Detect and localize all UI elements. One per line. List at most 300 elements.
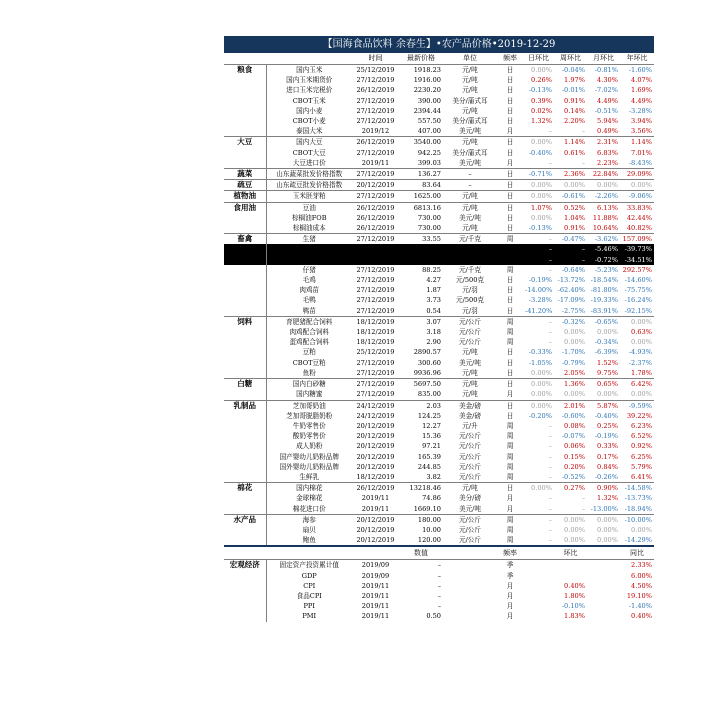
value-cell: 26/12/2019 [356, 213, 395, 222]
value-cell: 0.15% [564, 452, 585, 461]
value-cell: 42.44% [626, 213, 652, 222]
category-cell [224, 213, 266, 223]
value-cell [443, 244, 497, 254]
item-name-cell: CBOT小麦 [292, 117, 326, 126]
column-header [266, 53, 352, 65]
table-row [224, 126, 654, 137]
value-cell: 15.36 [422, 432, 441, 441]
value-cell: -13.00% [590, 504, 618, 513]
value-cell [399, 255, 443, 265]
value-cell: -2.37% [628, 358, 652, 367]
column-header: 数值 [399, 546, 443, 560]
value-cell: 日 [506, 148, 514, 157]
value-cell: 0.65% [587, 379, 620, 390]
column-header: 周环比 [554, 53, 587, 65]
column-header: 同比 [620, 546, 654, 560]
value-cell: 2019/11 [361, 158, 390, 167]
item-name-cell: 棉花进口价 [292, 504, 326, 513]
value-cell: -9.06% [620, 191, 654, 202]
value-cell: – [523, 244, 554, 254]
value-cell: 3.94% [631, 117, 652, 126]
value-cell [443, 571, 497, 581]
category-cell [224, 126, 266, 137]
item-name-cell: 金球棉花 [296, 494, 323, 503]
category-cell [224, 327, 266, 337]
value-cell: -3.28% [628, 106, 652, 115]
table-row [224, 462, 654, 472]
value-cell: 83.64 [399, 180, 443, 191]
value-cell: -0.65% [587, 316, 620, 327]
value-cell: 13218.46 [399, 483, 443, 494]
item-name-cell: 牛奶零售价 [292, 421, 326, 430]
table-row [224, 191, 654, 202]
category-cell [224, 295, 266, 305]
value-cell: 元/吨 [443, 379, 497, 390]
value-cell: 2019/12 [361, 127, 390, 136]
value-cell: 27/12/2019 [352, 379, 399, 390]
value-cell: 27/12/2019 [356, 390, 395, 399]
value-cell: 季 [506, 571, 514, 580]
table-row [224, 223, 654, 234]
value-cell: – [437, 571, 441, 580]
table-row [224, 306, 654, 317]
value-cell: -3.28% [528, 296, 552, 305]
value-cell: 元/公斤 [458, 472, 481, 481]
value-cell: 日 [497, 169, 523, 180]
value-cell: 12.27 [422, 421, 441, 430]
table-row [224, 244, 654, 254]
value-cell: 27/12/2019 [356, 368, 395, 377]
item-name-cell: 国外婴幼儿奶粉品牌 [279, 462, 339, 471]
value-cell: 0.00% [531, 390, 552, 399]
value-cell: -16.24% [624, 296, 652, 305]
value-cell: 月 [506, 127, 514, 136]
value-cell: 20/12/2019 [352, 180, 399, 191]
value-cell: 20/12/2019 [356, 421, 395, 430]
value-cell: 6.00% [631, 571, 652, 580]
value-cell: – [554, 255, 587, 265]
item-name-cell: 大豆进口价 [292, 158, 326, 167]
item-name-cell: 鲍鱼 [302, 536, 316, 545]
value-cell: 2.05% [564, 368, 585, 377]
value-cell: 9936.96 [413, 368, 441, 377]
value-cell: -0.40% [528, 148, 552, 157]
value-cell: 元/公斤 [458, 432, 481, 441]
category-cell [224, 581, 266, 591]
value-cell: 20/12/2019 [356, 442, 395, 451]
value-cell: 周 [506, 421, 514, 430]
value-cell: -14.00% [525, 286, 553, 295]
column-header [443, 546, 497, 560]
value-cell: 月 [506, 504, 514, 513]
item-name-cell: 山东蔬菜批发价格指数 [266, 169, 352, 180]
value-cell: 日 [506, 358, 514, 367]
category-cell: 蔬菜 [224, 169, 266, 180]
category-cell [224, 244, 266, 254]
table-row [224, 213, 654, 223]
value-cell [443, 601, 497, 611]
value-cell: -19.33% [590, 296, 618, 305]
table-row [224, 180, 654, 191]
value-cell: 33.55 [399, 234, 443, 245]
value-cell: 元/吨 [462, 224, 478, 233]
value-cell: 11.88% [592, 213, 618, 222]
value-cell: 2.90 [426, 338, 441, 347]
value-cell: – [548, 525, 552, 534]
value-cell: -0.40% [594, 411, 618, 420]
value-cell: 美分/蒲式耳 [452, 96, 488, 105]
item-name-cell: 扇贝 [302, 525, 316, 534]
value-cell [554, 560, 587, 571]
column-header [352, 546, 399, 560]
table-row [224, 255, 654, 265]
value-cell: -10.00% [620, 514, 654, 525]
value-cell: 0.25% [597, 421, 618, 430]
value-cell: 0.00% [620, 180, 654, 191]
value-cell: 0.00% [597, 390, 618, 399]
value-cell: -75.75% [624, 286, 652, 295]
value-cell: 0.26% [531, 76, 552, 85]
value-cell: – [548, 504, 552, 513]
value-cell: 日 [497, 137, 523, 148]
value-cell: -18.54% [590, 276, 618, 285]
value-cell: 18/12/2019 [356, 338, 395, 347]
value-cell: -0.52% [561, 472, 585, 481]
value-cell: 1.04% [564, 213, 585, 222]
value-cell [497, 255, 523, 265]
category-cell [224, 411, 266, 421]
value-cell: 27/12/2019 [356, 276, 395, 285]
value-cell: 0.00% [631, 338, 652, 347]
category-cell: 水产品 [224, 514, 266, 525]
table-row [224, 431, 654, 441]
value-cell: 0.00% [531, 66, 552, 74]
value-cell: 18/12/2019 [352, 316, 399, 327]
value-cell: 26/12/2019 [356, 224, 395, 233]
item-name-cell: 肉鸡配合饲料 [289, 328, 330, 337]
value-cell: – [523, 316, 554, 327]
value-cell: 元/公斤 [458, 462, 481, 471]
macro-row [224, 601, 654, 611]
category-cell: 畜禽 [224, 234, 266, 245]
value-cell: – [523, 255, 554, 265]
value-cell: -0.47% [554, 234, 587, 245]
category-cell: 棉花 [224, 483, 266, 494]
value-cell: 元/吨 [462, 348, 478, 357]
value-cell: -3.62% [587, 234, 620, 245]
value-cell: – [548, 462, 552, 471]
value-cell: 月 [506, 591, 514, 600]
value-cell: 2019/09 [361, 571, 390, 580]
value-cell: 0.50 [426, 612, 441, 621]
item-name-cell: 毛鸭 [302, 296, 316, 305]
value-cell: 0.00% [531, 213, 552, 222]
value-cell: 美分/蒲式耳 [452, 148, 488, 157]
value-cell: 3.56% [631, 127, 652, 136]
value-cell: 日 [506, 296, 514, 305]
category-cell [224, 441, 266, 451]
item-name-cell: 国内棉花 [266, 483, 352, 494]
value-cell: 39.22% [626, 411, 652, 420]
value-cell: 元/公斤 [458, 536, 481, 545]
value-cell: 1.83% [564, 612, 585, 621]
column-header [523, 546, 554, 560]
category-cell [224, 452, 266, 462]
value-cell: 0.06% [564, 442, 585, 451]
value-cell: 27/12/2019 [356, 265, 395, 274]
value-cell: 27/12/2019 [356, 96, 395, 105]
value-cell: 周 [497, 234, 523, 245]
value-cell: 0.20% [564, 462, 585, 471]
value-cell: 4.49% [597, 96, 618, 105]
value-cell: 2019/09 [361, 561, 390, 570]
value-cell: -0.26% [594, 472, 618, 481]
value-cell: -0.20% [528, 411, 552, 420]
value-cell: 0.00% [554, 514, 587, 525]
value-cell: 390.00 [417, 96, 441, 105]
value-cell: 3540.00 [399, 137, 443, 148]
value-cell: 1.78% [631, 368, 652, 377]
table-row [224, 85, 654, 95]
value-cell: 2890.57 [413, 348, 441, 357]
item-name-cell: 芝加哥奶油 [266, 400, 352, 411]
item-name-cell: 泰国大米 [296, 127, 323, 136]
value-cell: – [581, 504, 585, 513]
value-cell: 2.31% [587, 137, 620, 148]
value-cell: 0.27% [554, 483, 587, 494]
value-cell: 元/吨 [462, 368, 478, 377]
table-row [224, 535, 654, 546]
category-cell [224, 285, 266, 295]
value-cell [587, 581, 620, 591]
table-row [224, 452, 654, 462]
value-cell: -0.64% [561, 265, 585, 274]
value-cell: -81.80% [590, 286, 618, 295]
value-cell: 26/12/2019 [352, 202, 399, 213]
value-cell: 3.82 [426, 472, 441, 481]
value-cell: 周 [506, 338, 514, 347]
value-cell: 27/12/2019 [356, 358, 395, 367]
value-cell: 周 [497, 316, 523, 327]
value-cell: -13.73% [624, 494, 652, 503]
value-cell: – [523, 234, 554, 245]
value-cell: 美金/磅 [443, 400, 497, 411]
value-cell: -9.59% [620, 400, 654, 411]
value-cell: -18.94% [624, 504, 652, 513]
value-cell: 557.50 [417, 117, 441, 126]
value-cell: 0.49% [597, 127, 618, 136]
category-cell [224, 611, 266, 621]
value-cell: 月 [506, 581, 514, 590]
value-cell: 月 [506, 612, 514, 621]
value-cell: 日 [506, 224, 514, 233]
value-cell: 周 [506, 536, 514, 545]
price-table [224, 53, 654, 622]
table-row [224, 158, 654, 169]
value-cell [587, 591, 620, 601]
item-name-cell: 豆粕 [302, 348, 316, 357]
value-cell: 元/千克 [443, 234, 497, 245]
value-cell: 180.00 [399, 514, 443, 525]
category-cell [224, 337, 266, 347]
column-header: 年环比 [620, 53, 654, 65]
value-cell [443, 611, 497, 621]
item-name-cell: 国内小麦 [296, 106, 323, 115]
value-cell: 0.91% [564, 96, 585, 105]
item-name-cell: 仔猪 [302, 265, 316, 274]
value-cell: 3.18 [426, 328, 441, 337]
value-cell: 0.00% [564, 390, 585, 399]
table-row [224, 169, 654, 180]
item-name-cell: PMI [302, 612, 317, 621]
value-cell: 292.57% [622, 265, 652, 274]
value-cell: 20/12/2019 [356, 536, 395, 545]
table-row [224, 265, 654, 275]
table-row [224, 148, 654, 158]
value-cell: – [548, 265, 552, 274]
value-cell: 5.79% [631, 462, 652, 471]
value-cell: 元/公斤 [458, 442, 481, 451]
value-cell [523, 591, 554, 601]
item-name-cell: 酸奶零售价 [292, 432, 326, 441]
macro-row [224, 611, 654, 621]
category-cell [224, 504, 266, 515]
value-cell: 0.00% [523, 137, 554, 148]
value-cell: 2019/11 [361, 581, 390, 590]
value-cell: 美元/吨 [458, 127, 481, 136]
category-cell [224, 148, 266, 158]
item-name-cell: 国产婴幼儿奶粉品牌 [279, 452, 339, 461]
value-cell: -0.79% [561, 358, 585, 367]
value-cell: 27/12/2019 [356, 117, 395, 126]
value-cell: 0.00% [564, 338, 585, 347]
value-cell: 730.00 [417, 224, 441, 233]
value-cell: 165.39 [417, 452, 441, 461]
value-cell: 美分/蒲式耳 [452, 117, 488, 126]
value-cell: 1.07% [523, 202, 554, 213]
value-cell: 136.27 [399, 169, 443, 180]
value-cell: 6.13% [587, 202, 620, 213]
table-row [224, 358, 654, 368]
value-cell [523, 560, 554, 571]
value-cell: 97.21 [422, 442, 441, 451]
category-cell [224, 493, 266, 503]
item-name-cell: 芝加哥脱脂奶粉 [286, 411, 333, 420]
table-row [224, 379, 654, 390]
item-name-cell: CBOT豆粕 [292, 358, 326, 367]
value-cell: 26/12/2019 [352, 483, 399, 494]
column-header: 单位 [443, 53, 497, 65]
value-cell: – [581, 494, 585, 503]
value-cell: 日 [506, 348, 514, 357]
value-cell: -14.58% [620, 483, 654, 494]
category-cell [224, 525, 266, 535]
value-cell: 2.01% [554, 400, 587, 411]
value-cell: 元/千克 [458, 265, 481, 274]
value-cell: 1669.10 [413, 504, 441, 513]
value-cell: 0.39% [531, 96, 552, 105]
value-cell: 2019/11 [361, 612, 390, 621]
item-name-cell: 成人奶粉 [296, 442, 323, 451]
value-cell: 74.86 [422, 494, 441, 503]
value-cell: 4.07% [631, 76, 652, 85]
value-cell: 元/公斤 [458, 328, 481, 337]
value-cell: -5.46% [587, 244, 620, 254]
item-name-cell: 国内白砂糖 [266, 379, 352, 390]
value-cell: 0.40% [631, 612, 652, 621]
value-cell: 周 [506, 525, 514, 534]
value-cell: -39.73% [620, 244, 654, 254]
item-name-cell: 海参 [266, 514, 352, 525]
value-cell: 0.91% [564, 224, 585, 233]
value-cell: 元/公斤 [443, 514, 497, 525]
value-cell: 美金/磅 [458, 411, 481, 420]
value-cell: 0.00% [564, 536, 585, 545]
value-cell: 1.52% [597, 358, 618, 367]
category-cell [224, 368, 266, 379]
column-header: 频率 [497, 53, 523, 65]
category-cell [224, 472, 266, 483]
value-cell [443, 255, 497, 265]
value-cell: 25/12/2019 [356, 66, 395, 74]
value-cell: 美元/吨 [458, 504, 481, 513]
value-cell: 6.23% [631, 421, 652, 430]
value-cell: -41.20% [525, 306, 553, 315]
value-cell: 0.40% [564, 581, 585, 590]
value-cell: 10.64% [592, 224, 618, 233]
value-cell: – [548, 536, 552, 545]
value-cell: 20/12/2019 [356, 525, 395, 534]
category-cell [224, 255, 266, 265]
value-cell: 1.36% [554, 379, 587, 390]
value-cell: 元/公斤 [458, 525, 481, 534]
value-cell: – [437, 581, 441, 590]
value-cell: 元/500克 [456, 276, 484, 285]
value-cell [587, 601, 620, 611]
value-cell [443, 581, 497, 591]
value-cell: 日 [497, 180, 523, 191]
value-cell: 1.97% [564, 76, 585, 85]
category-cell [224, 591, 266, 601]
value-cell: 周 [497, 514, 523, 525]
value-cell: 季 [506, 561, 514, 570]
category-cell [224, 265, 266, 275]
header-row [224, 53, 654, 65]
value-cell: 0.17% [597, 452, 618, 461]
value-cell [352, 255, 399, 265]
macro-row [224, 581, 654, 591]
value-cell: -7.02% [594, 86, 618, 95]
value-cell: 942.25 [417, 148, 441, 157]
value-cell: 2394.44 [413, 106, 441, 115]
column-header: 最新价格 [399, 53, 443, 65]
value-cell: 0.00% [523, 379, 554, 390]
value-cell: -0.32% [554, 316, 587, 327]
value-cell: -0.01% [561, 86, 585, 95]
column-header: 时间 [352, 53, 399, 65]
column-header [587, 546, 620, 560]
value-cell: -83.91% [590, 306, 618, 315]
value-cell: 元/升 [462, 421, 478, 430]
value-cell: 元/吨 [462, 390, 478, 399]
value-cell: 27/12/2019 [352, 234, 399, 245]
value-cell: 元/吨 [462, 76, 478, 85]
value-cell: 2.36% [554, 169, 587, 180]
value-cell: 2.03 [399, 400, 443, 411]
item-name-cell: CBOT大豆 [292, 148, 326, 157]
value-cell [554, 571, 587, 581]
macro-header-row [224, 546, 654, 560]
